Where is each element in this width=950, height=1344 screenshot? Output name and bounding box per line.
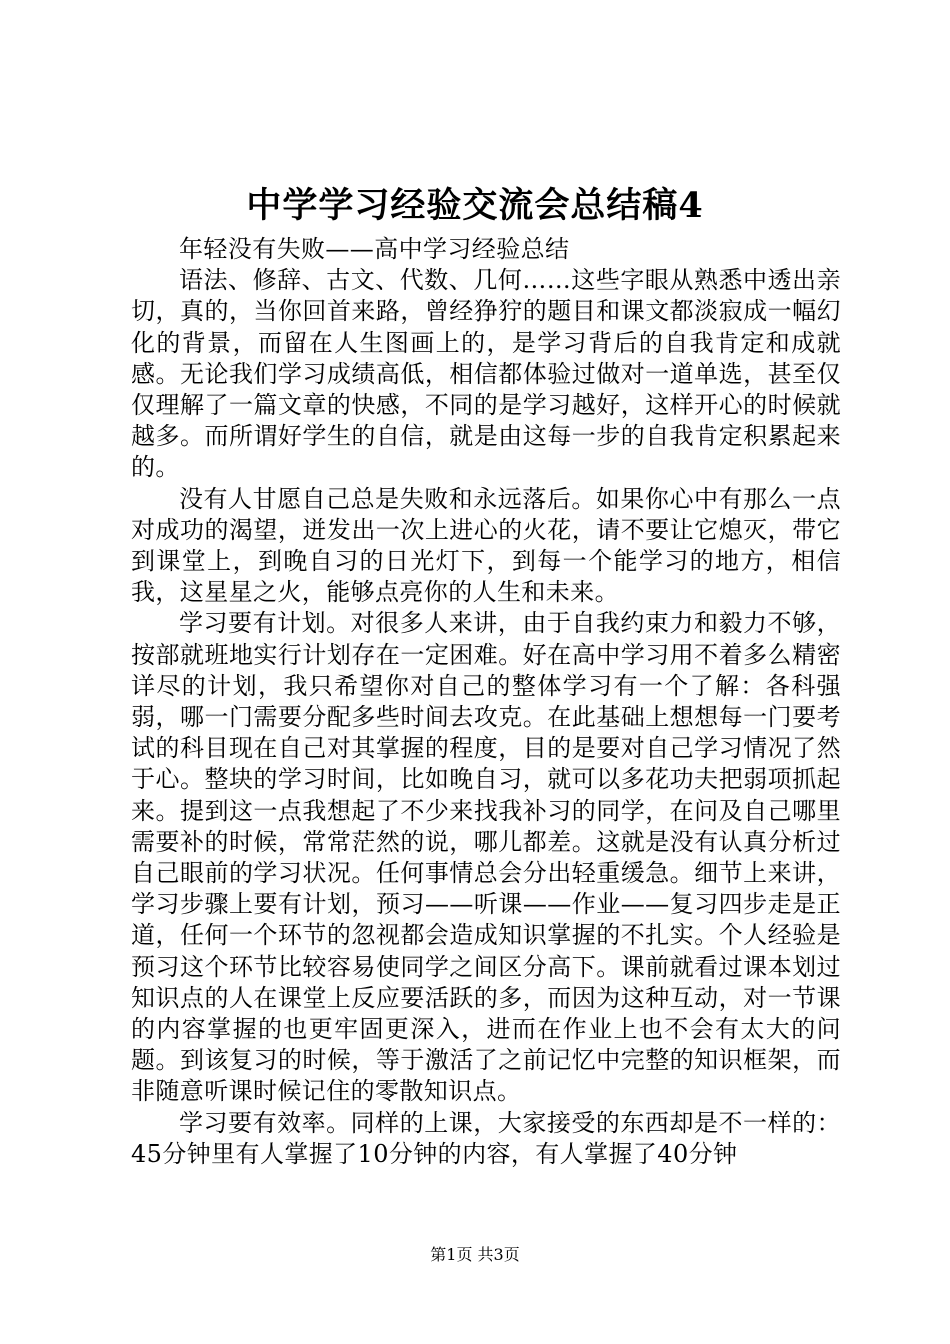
page-number-footer: 第1页 共3页 xyxy=(430,1245,520,1264)
body-paragraph: 语法、修辞、古文、代数、几何……这些字眼从熟悉中透出亲切，真的，当你回首来路，曾经狰狞的题目和课文都淡寂成一幅幻化的背景，而留在人生图画上的，是学习背后的自我肯定和成就感。无论我们学习成绩高低，相信都体验过做对一道单选，甚至仅仅理解了一篇文章的快感，不同的是学习越好，这样开心的时候就越多。而所谓好学生的自信，就是由这每一步的自我肯定积累起来的。 xyxy=(131,266,841,482)
document-body xyxy=(131,234,841,1170)
body-paragraph: 没有人甘愿自己总是失败和永远落后。如果你心中有那么一点对成功的渴望，迸发出一次上进心的火花，请不要让它熄灭，带它到课堂上，到晚自习的日光灯下，到每一个能学习的地方，相信我，这星星之火，能够点亮你的人生和未来。 xyxy=(131,484,841,607)
document-title: 中学学习经验交流会总结稿4 xyxy=(246,185,704,226)
body-paragraph: 学习要有效率。同样的上课，大家接受的东西却是不一样的：45分钟里有人掌握了10分钟的内容，有人掌握了40分钟 xyxy=(131,1108,841,1168)
subtitle-paragraph: 年轻没有失败——高中学习经验总结 xyxy=(179,235,570,263)
body-paragraph: 学习要有计划。对很多人来讲，由于自我约束力和毅力不够，按部就班地实行计划存在一定困难。好在高中学习用不着多么精密详尽的计划，我只希望你对自己的整体学习有一个了解：各科强弱，哪一门需要分配多些时间去攻克。在此基础上想想每一门要考试的科目现在自己对其掌握的程度，目的是要对自己学习情况了然于心。整块的学习时间，比如晚自习，就可以多花功夫把弱项抓起来。提到这一点我想起了不少来找我补习的同学，在问及自己哪里需要补的时候，常常茫然的说，哪儿都差。这就是没有认真分析过自己眼前的学习状况。任何事情总会分出轻重缓急。细节上来讲，学习步骤上要有计划，预习——听课——作业——复习四步走是正道，任何一个环节的忽视都会造成知识掌握的不扎实。个人经验是预习这个环节比较容易使同学之间区分高下。课前就看过课本划过知识点的人在课堂上反应要活跃的多，而因为这种互动，对一节课的内容掌握的也更牢固更深入，进而在作业上也不会有太大的问题。到该复习的时候，等于激活了之前记忆中完整的知识框架，而非随意听课时候记住的零散知识点。 xyxy=(131,609,841,1106)
